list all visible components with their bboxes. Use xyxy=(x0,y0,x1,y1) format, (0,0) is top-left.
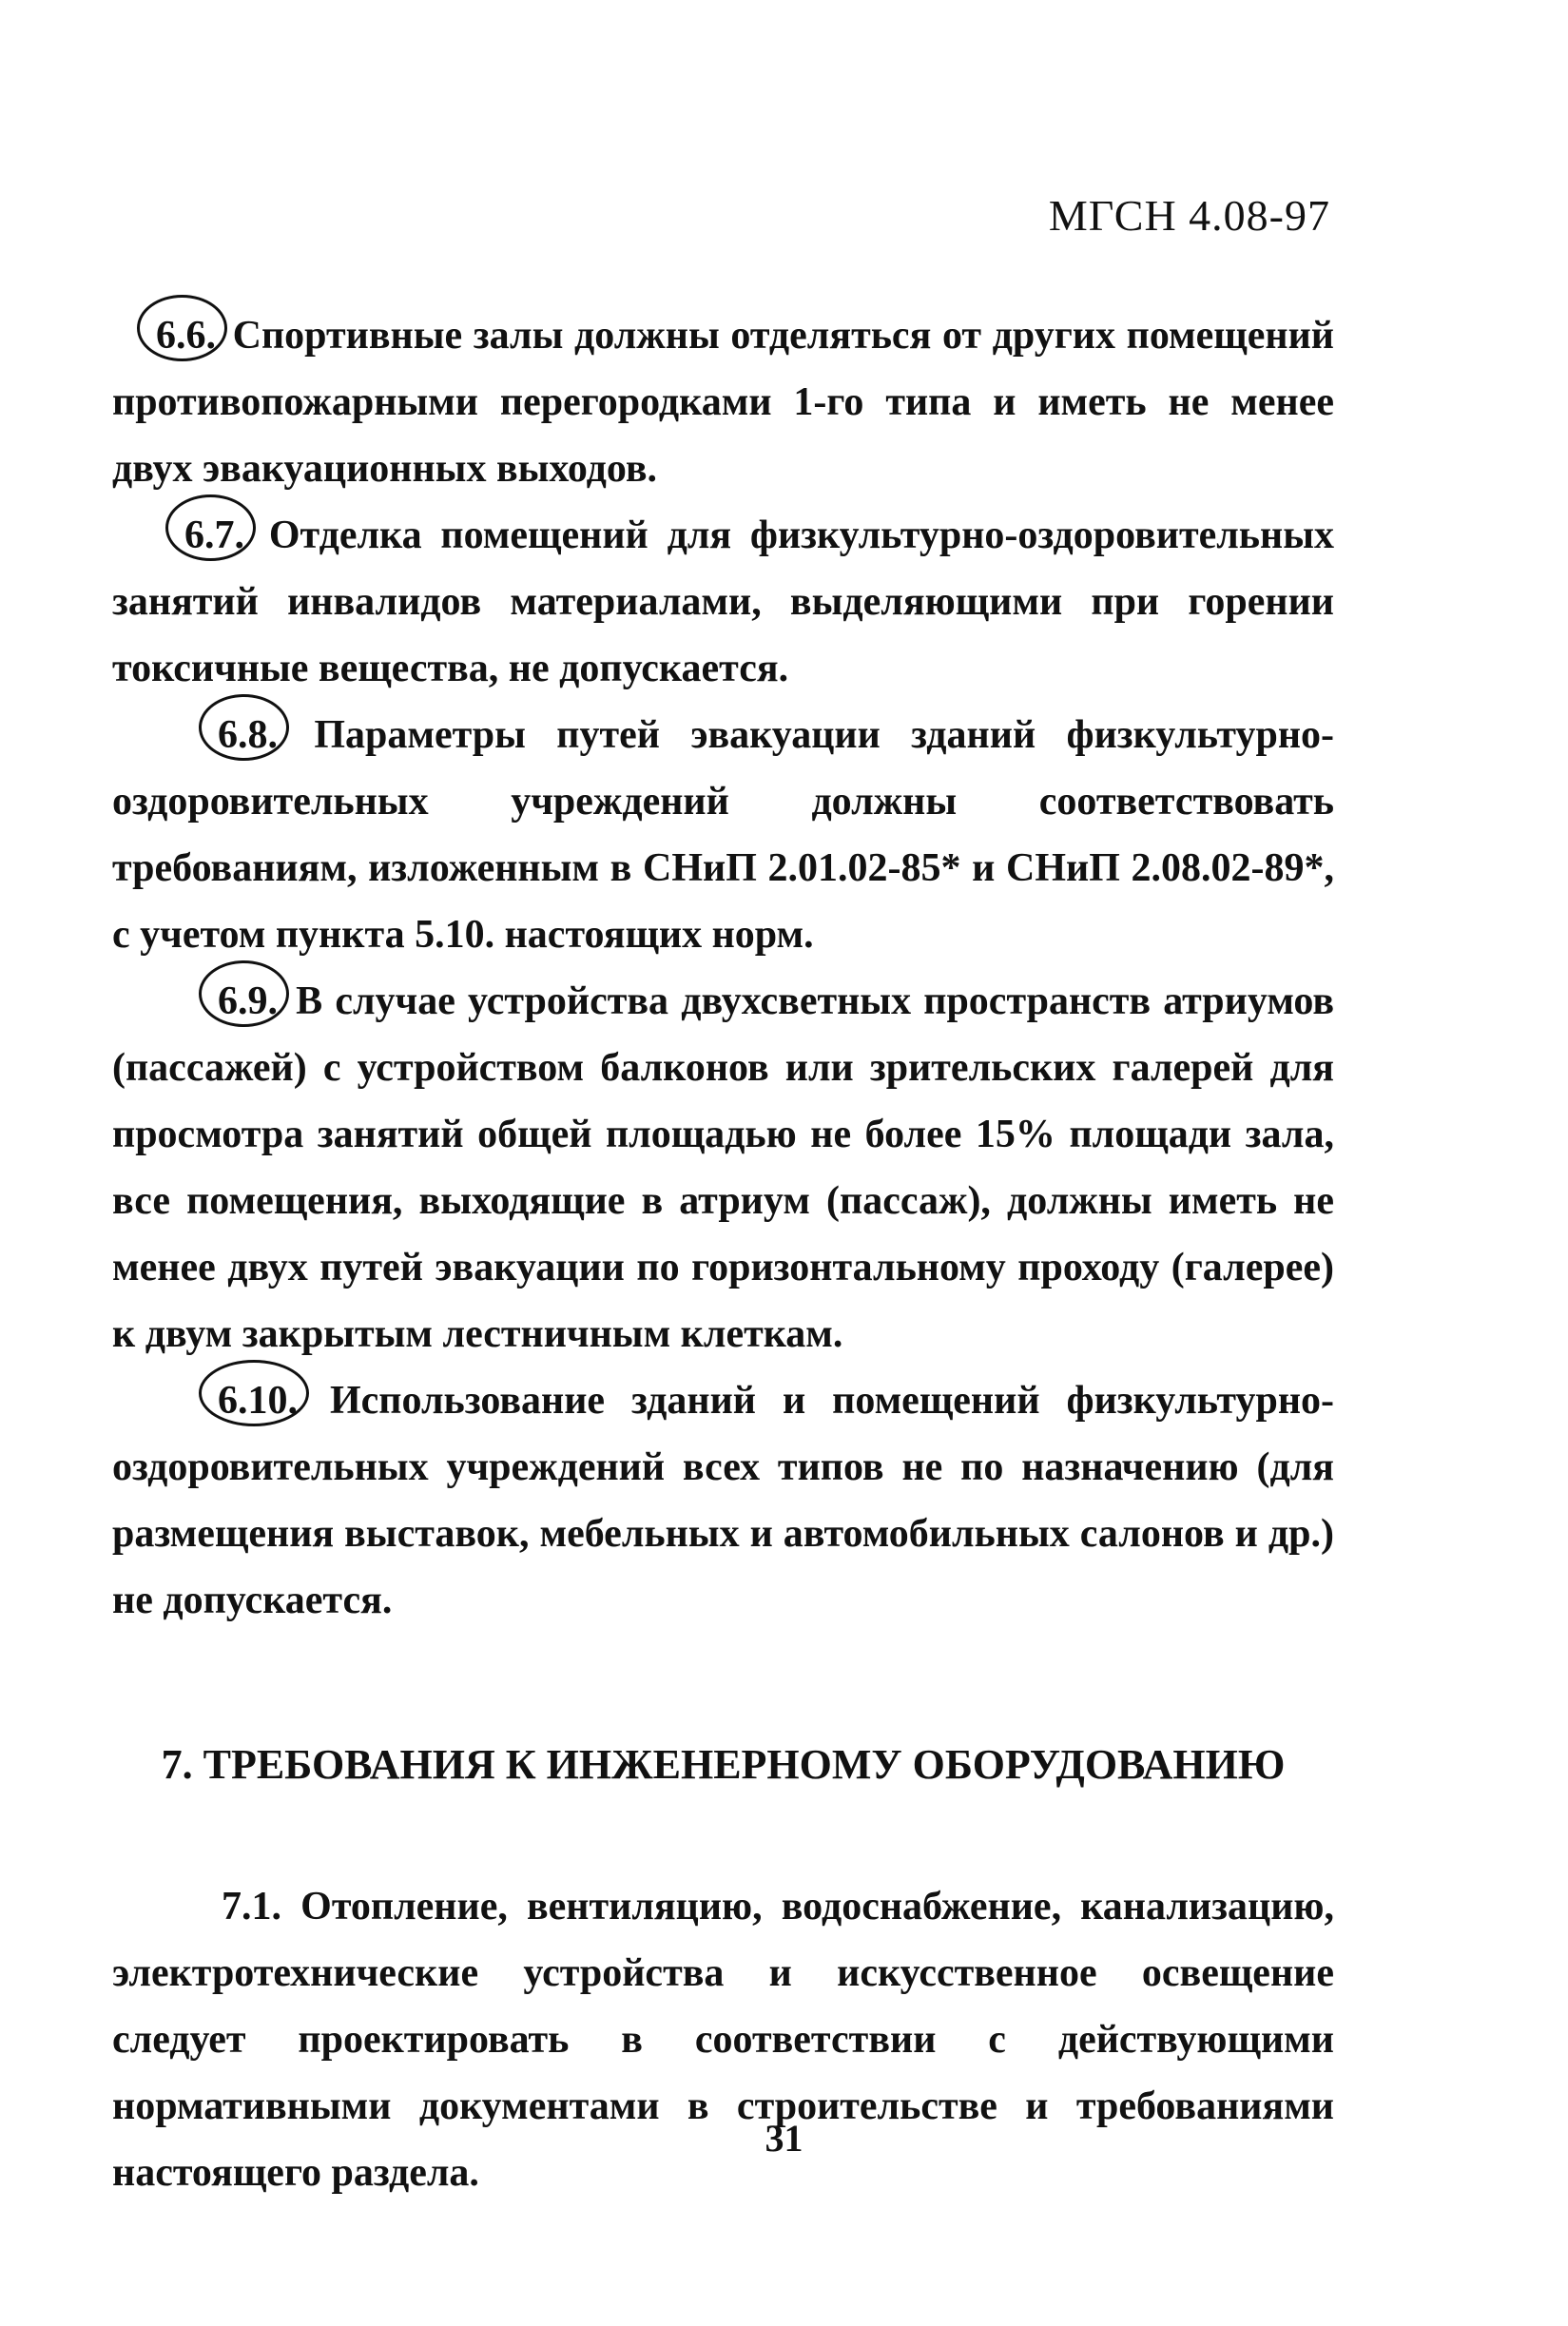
clause-number: 6.7. xyxy=(179,502,250,569)
clause-6-10 xyxy=(112,1367,1334,1634)
clause-text: Спортивные залы должны отделяться от других помещений противопожарными перегородками 1-го типа и иметь не менее двух эвакуационных выходов. xyxy=(112,314,1334,491)
clause-6-8 xyxy=(112,702,1334,968)
clause-7-1: 7.1. Отопление, вентиляцию, водоснабжение, канализацию, электротехнические устройства и искусственное освещение следует проектировать в соответствии с действующими нормативными документами в строительстве и требованиями настоящего раздела. xyxy=(112,1885,1334,2195)
clause-6-9 xyxy=(112,968,1334,1367)
document-code: МГСН 4.08-97 xyxy=(1048,191,1330,240)
clause-6-6 xyxy=(112,302,1334,502)
clause-text: В случае устройства двухсветных пространств атриумов (пассажей) с устройством балконов или зрительских галерей для просмотра занятий общей площадью не более 15% площади зала, все помещения, выходящие в атриум (пассаж), должны иметь не менее двух путей эвакуации по горизонтальному проходу (галерее) к двум закрытым лестничным клеткам. xyxy=(112,979,1335,1356)
clause-number: 6.9. xyxy=(212,968,283,1035)
section-7-heading: 7. ТРЕБОВАНИЯ К ИНЖЕНЕРНОМУ ОБОРУДОВАНИЮ xyxy=(161,1741,1286,1788)
page-content xyxy=(112,302,1334,2206)
clause-6-7 xyxy=(112,502,1334,702)
clause-text: Параметры путей эвакуации зданий физкультурно-оздоровительных учреждений должны соответствовать требованиям, изложенным в СНиП 2.01.02-85* и СНиП 2.08.02-89*, с учетом пункта 5.10. настоящих норм. xyxy=(112,713,1334,957)
clause-text: Использование зданий и помещений физкультурно-оздоровительных учреждений всех типов не по назначению (для размещения выставок, мебельных и автомобильных салонов и др.) не допускается. xyxy=(112,1379,1334,1622)
clause-number: 6.6. xyxy=(150,302,222,369)
clause-number: 6.10. xyxy=(212,1367,303,1434)
clause-text: Отделка помещений для физкультурно-оздоровительных занятий инвалидов материалами, выделяющими при горении токсичные вещества, не допускается. xyxy=(112,514,1335,690)
clause-number: 6.8. xyxy=(212,702,283,768)
page-number: 31 xyxy=(765,2117,803,2160)
